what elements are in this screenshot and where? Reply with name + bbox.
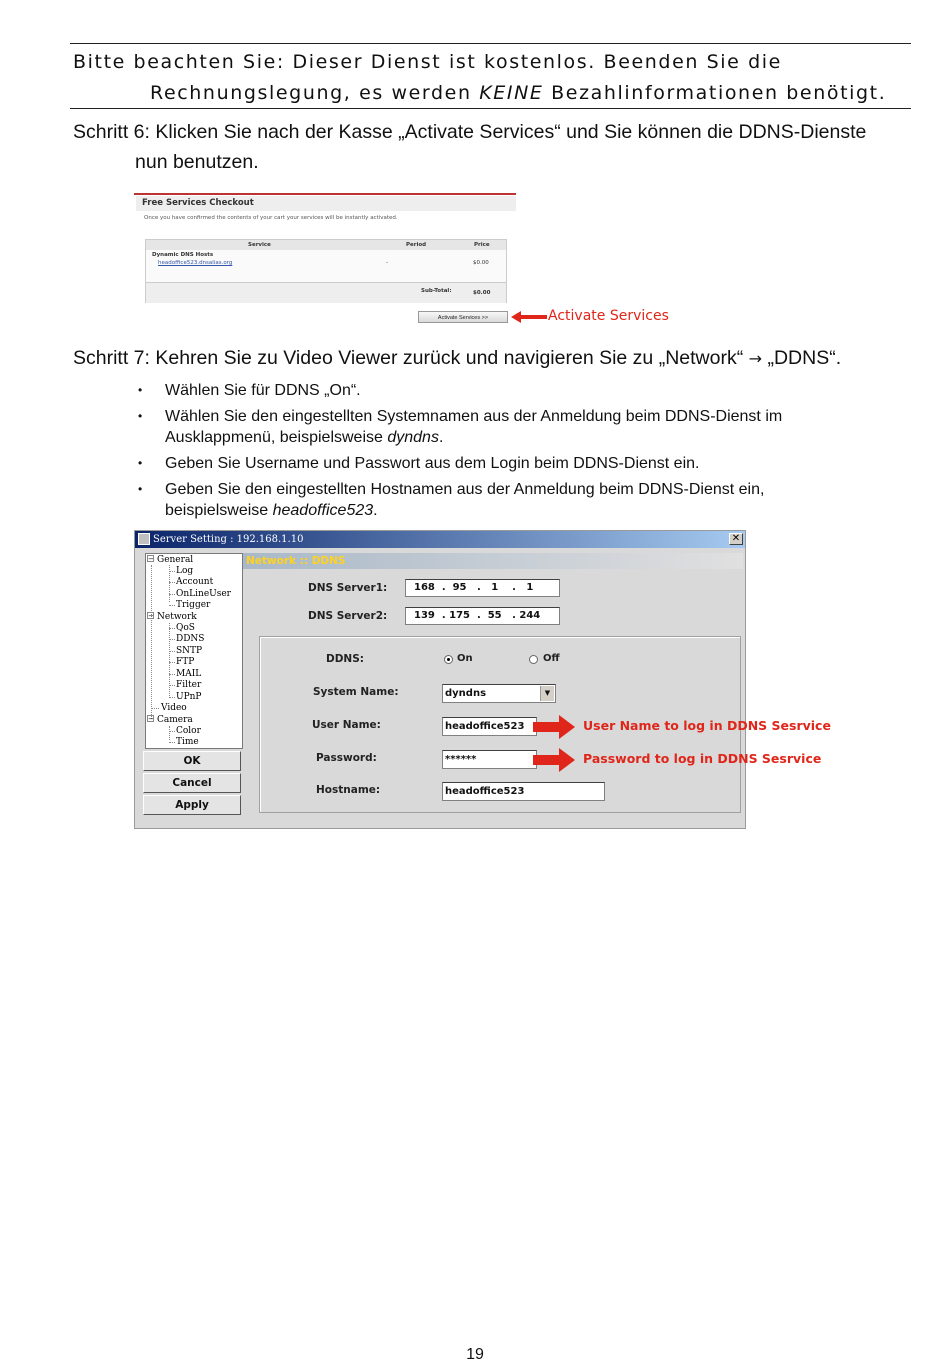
bullet-text: . [438,429,444,446]
subtotal-value: $0.00 [473,290,491,296]
password-annotation: Password to log in DDNS Sesrvice [583,751,822,766]
tree-branch [169,628,175,629]
hostname-input[interactable]: headoffice523 [442,782,605,801]
tree-branch [169,594,175,595]
system-name-value: dyndns [445,688,487,699]
tree-item-log[interactable]: Log [176,566,194,576]
collapse-icon[interactable]: − [148,715,154,723]
chevron-down-icon[interactable]: ▼ [540,686,554,701]
tree-item-network[interactable]: − Network [148,612,197,622]
bullet-text: Geben Sie Username und Passwort aus dem Login beim DDNS-Dienst ein. [165,455,700,472]
tree-branch [169,571,175,572]
page-number: 19 [466,1346,484,1363]
user-name-input[interactable]: headoffice523 [442,717,537,736]
tree-item-onlineuser[interactable]: OnLineUser [176,589,231,599]
tree-connector [151,565,152,719]
collapse-icon[interactable]: − [148,612,154,620]
checkout-table [145,239,507,303]
tree-item-filter[interactable]: Filter [176,680,202,690]
top-rule [70,43,911,44]
tree-item-account[interactable]: Account [176,577,214,587]
bullet-item [138,479,858,521]
activate-services-button[interactable]: Activate Services >> [418,311,508,323]
tree-item-trigger[interactable]: Trigger [176,600,211,610]
ddns-label: DDNS: [326,653,364,665]
ddns-off-label: Off [543,653,560,664]
checkout-description: Once you have confirmed the contents of your cart your services will be instantly activated. [144,215,398,221]
bullet-text: Wählen Sie den eingestellten Systemnamen aus der Anmeldung beim DDNS-Dienst im [165,408,783,425]
right-arrow-icon: → [748,349,763,368]
tree-branch [169,742,175,743]
col-price: Price [474,242,490,248]
tree-connector [169,623,170,698]
collapse-icon[interactable]: − [148,555,154,563]
checkout-title: Free Services Checkout [136,196,516,211]
tree-branch [169,697,175,698]
ddns-on-label: On [457,653,473,664]
bullet-item [138,453,858,474]
system-name-select[interactable] [442,684,556,703]
step6-line-2: nun benutzen. [135,151,259,173]
bullet-text: Ausklappmenü, beispielsweise [165,429,388,446]
system-name-label: System Name: [313,686,399,698]
tree-item-color[interactable]: Color [176,726,201,736]
notice-text-b: Bezahlinformationen benötigt. [543,82,887,104]
tree-branch [169,582,175,583]
checkout-item-period: - [386,260,388,266]
notice-line-1: Bitte beachten Sie: Dieser Dienst ist kostenlos. Beenden Sie die [73,51,782,73]
window-title: Server Setting : 192.168.1.10 [153,534,304,545]
checkout-item-price: $0.00 [473,260,489,266]
tree-item-ftp[interactable]: FTP [176,657,195,667]
panel-title: Network :: DDNS [246,555,346,567]
user-name-arrow-icon [533,715,575,739]
checkout-group-label: Dynamic DNS Hosts [152,252,214,258]
ddns-off-radio[interactable] [529,655,538,664]
bullet-emphasis: headoffice523 [272,502,374,519]
tree-item-upnp[interactable]: UPnP [176,692,202,702]
apply-button[interactable]: Apply [143,795,241,815]
checkout-top-bar [134,193,516,195]
notice-line-2 [150,82,886,104]
user-name-label: User Name: [312,719,381,731]
bullet-text: . [373,502,378,519]
tree-item-mail[interactable]: MAIL [176,669,202,679]
step7-text-b: „DDNS“. [767,347,842,369]
server-setting-window [134,530,746,829]
settings-tree [145,553,243,749]
cancel-button[interactable]: Cancel [143,773,241,793]
activate-services-annotation: Activate Services [548,308,669,324]
ddns-on-radio[interactable] [444,655,453,664]
step7-text-a: Schritt 7: Kehren Sie zu Video Viewer zurück und navigieren Sie zu „Network“ [73,347,744,369]
bullet-dot-icon: • [138,456,143,470]
tree-branch [169,605,175,606]
password-label: Password: [316,752,377,764]
col-period: Period [406,242,427,248]
tree-branch [169,685,175,686]
app-icon [138,533,150,545]
notice-text-a: Rechnungslegung, es werden [150,82,480,104]
checkout-host-link[interactable]: headoffice523.dnsalias.org [158,260,233,266]
tree-item-qos[interactable]: QoS [176,623,195,633]
bullet-item [138,380,858,401]
dns-server1-input[interactable]: 168 . 95 . 1 . 1 [405,579,560,597]
tree-branch [169,674,175,675]
checkout-screenshot [134,193,516,305]
ok-button[interactable]: OK [143,751,241,771]
notice-emphasis: KEINE [479,82,544,104]
tree-item-general[interactable]: − General [148,555,194,565]
tree-item-time[interactable]: Time [176,737,199,747]
tree-branch [169,731,175,732]
bullet-text: Geben Sie den eingestellten Hostnamen aus der Anmeldung beim DDNS-Dienst ein, [165,481,765,498]
step6-line-1: Schritt 6: Klicken Sie nach der Kasse „Activate Services“ und Sie können die DDNS-Dienste [73,121,867,143]
bullet-list [138,380,858,526]
bullet-dot-icon: • [138,482,143,496]
activate-arrow-icon [511,310,547,324]
window-titlebar[interactable] [135,531,745,548]
close-icon[interactable]: ✕ [729,533,743,545]
hostname-label: Hostname: [316,784,381,796]
tree-branch [169,662,175,663]
tree-item-ddns[interactable]: DDNS [176,634,205,644]
checkout-subtotal-row [146,282,506,303]
dns-server2-input[interactable]: 139 . 175 . 55 . 244 [405,607,560,625]
subtotal-label: Sub-Total: [421,288,452,294]
tree-item-sntp[interactable]: SNTP [176,646,203,656]
checkout-table-header [146,240,506,250]
notice-bottom-rule [70,108,911,109]
tree-item-camera[interactable]: − Camera [148,715,193,725]
bullet-text: Wählen Sie für DDNS „On“. [165,382,361,399]
bullet-emphasis: dyndns [387,429,439,446]
password-arrow-icon [533,748,575,772]
col-service: Service [248,242,271,248]
bullet-dot-icon: • [138,409,143,423]
dns-server1-label: DNS Server1: [308,582,388,594]
tree-branch [169,651,175,652]
bullet-item [138,406,858,448]
tree-branch [151,708,159,709]
tree-connector [169,726,170,740]
user-name-annotation: User Name to log in DDNS Sesrvice [583,718,831,733]
panel-header [243,553,743,569]
password-input[interactable]: ****** [442,750,537,769]
bullet-dot-icon: • [138,383,143,397]
tree-branch [169,639,175,640]
tree-item-video[interactable]: Video [161,703,187,713]
dns-server2-label: DNS Server2: [308,610,388,622]
bullet-text: beispielsweise [165,502,273,519]
step7-line [73,347,841,370]
